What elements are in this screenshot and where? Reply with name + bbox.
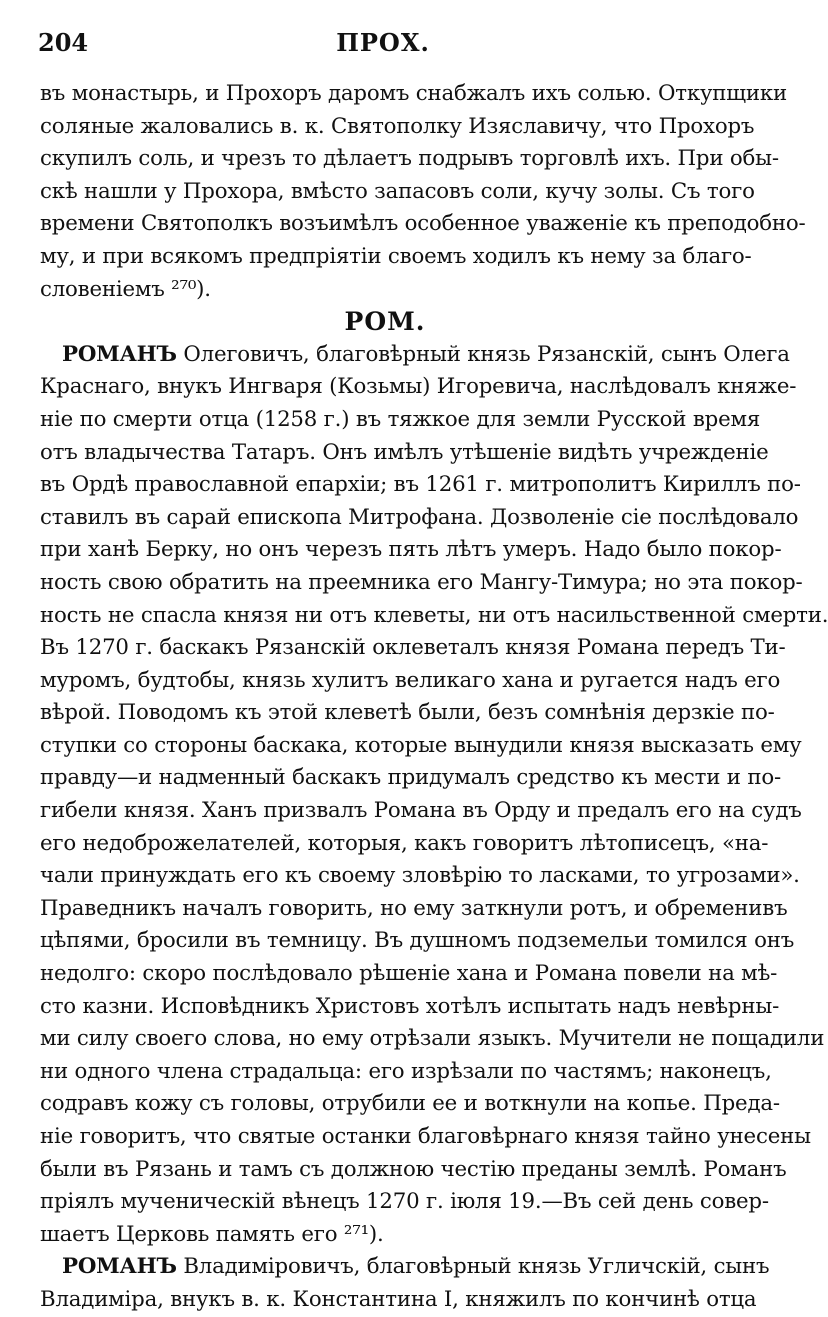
- text-line: вѣрой. Поводомъ къ этой клеветѣ были, безъ сомнѣнія дерзкіе по-: [40, 700, 775, 726]
- text-line: его недоброжелателей, которыя, какъ говоритъ лѣтописецъ, «на-: [40, 830, 769, 856]
- page-body: [40, 78, 828, 1317]
- text-line: шаетъ Церковь память его ²⁷¹).: [40, 1221, 384, 1247]
- text-line: скѣ нашли у Прохора, вмѣсто запасовъ соли, кучу золы. Съ того: [40, 178, 755, 204]
- text-line: въ монастырь, и Прохоръ даромъ снабжалъ ихъ солью. Откупщики: [40, 81, 787, 106]
- entry-name: РОМАНЪ: [62, 1254, 177, 1280]
- text-line: ность свою обратить на преемника его Мангу-Тимура; но эта покор-: [40, 569, 803, 595]
- text-line: ми силу своего слова, но ему отрѣзали языкъ. Мучители не пощадили: [40, 1026, 825, 1052]
- text-line: соляные жаловались в. к. Святополку Изяславичу, что Прохоръ: [40, 113, 755, 139]
- entry-name: РОМАНЪ: [62, 341, 177, 367]
- section-heading: РОМ.: [344, 307, 426, 337]
- text-line: недолго: скоро послѣдовало рѣшеніе хана и Романа повели на мѣ-: [40, 961, 778, 987]
- text-line: чали принуждать его къ своему зловѣрію то ласками, то угрозами».: [40, 863, 800, 889]
- text-line: ставилъ въ сарай епископа Митрофана. Дозволеніе сіе послѣдовало: [40, 504, 799, 530]
- text-line: ніе говоритъ, что святые останки благовѣрнаго князя тайно унесены: [40, 1124, 811, 1149]
- entry-first-line-text: Владиміровичъ, благовѣрный князь Угличскій, сынъ: [176, 1254, 770, 1280]
- text-line: ступки со стороны баскака, которые вынудили князя высказать ему: [40, 732, 802, 758]
- text-line: содравъ кожу съ головы, отрубили ее и воткнули на копье. Преда-: [40, 1091, 780, 1117]
- running-head: ПРОХ.: [336, 28, 430, 57]
- entry-roman-olegovich: [40, 339, 828, 1252]
- text-line: были въ Рязань и тамъ съ должною честію преданы землѣ. Романъ: [40, 1156, 787, 1182]
- text-line: сто казни. Исповѣдникъ Христовъ хотѣлъ испытать надъ невѣрны-: [40, 993, 780, 1019]
- text-line: скупилъ соль, и чрезъ то дѣлаетъ подрывъ торговлѣ ихъ. При обы-: [40, 146, 779, 172]
- text-line: ни одного члена страдальца: его изрѣзали по частямъ; наконецъ,: [40, 1058, 772, 1084]
- text-line: муромъ, будтобы, князь хулитъ великаго хана и ругается надъ его: [40, 667, 781, 693]
- text-line: Праведникъ началъ говорить, но ему заткнули ротъ, и обременивъ: [40, 895, 788, 921]
- text-line: времени Святополкъ возъимѣлъ особенное уваженіе къ преподобно-: [40, 211, 806, 237]
- text-line: отъ владычества Татаръ. Онъ имѣлъ утѣшеніе видѣть учрежденіе: [40, 439, 769, 465]
- text-line: Владиміра, внукъ в. к. Константина I, княжилъ по кончинѣ отца: [40, 1286, 757, 1312]
- text-line: Краснаго, внукъ Ингваря (Козьмы) Игоревича, наслѣдовалъ княже-: [40, 374, 797, 400]
- paragraph-prokhor-continued: [40, 78, 806, 306]
- text-line: цѣпями, бросили въ темницу. Въ душномъ подземельи томился онъ: [40, 928, 795, 954]
- entry-roman-vladimirovich: [40, 1251, 770, 1316]
- text-line: ніе по смерти отца (1258 г.) въ тяжкое для земли Русской время: [40, 406, 761, 432]
- page-header: [34, 28, 732, 62]
- text-line: правду—и надменный баскакъ придумалъ средство къ мести и по-: [40, 765, 781, 791]
- entry-first-line: [40, 1251, 770, 1284]
- text-line: гибели князя. Ханъ призвалъ Романа въ Орду и предалъ его на судъ: [40, 798, 802, 824]
- text-line: пріялъ мученическій вѣнецъ 1270 г. іюля 19.—Въ сей день совер-: [40, 1189, 769, 1215]
- text-line: словеніемъ ²⁷⁰).: [40, 276, 211, 302]
- entry-first-line: [40, 339, 790, 372]
- entry-first-line-text: Олеговичъ, благовѣрный князь Рязанскій, сынъ Олега: [176, 341, 790, 367]
- page-number: 204: [38, 28, 89, 57]
- text-line: Въ 1270 г. баскакъ Рязанскій оклеветалъ князя Романа передъ Ти-: [40, 635, 786, 661]
- text-line: при ханѣ Берку, но онъ черезъ пять лѣтъ умеръ. Надо было покор-: [40, 537, 782, 563]
- text-line: ность не спасла князя ни отъ клеветы, ни отъ насильственной смерти.: [40, 602, 828, 628]
- text-line: въ Ордѣ православной епархіи; въ 1261 г. митрополитъ Кириллъ по-: [40, 472, 801, 498]
- text-line: му, и при всякомъ предпріятіи своемъ ходилъ къ нему за благо-: [40, 243, 752, 269]
